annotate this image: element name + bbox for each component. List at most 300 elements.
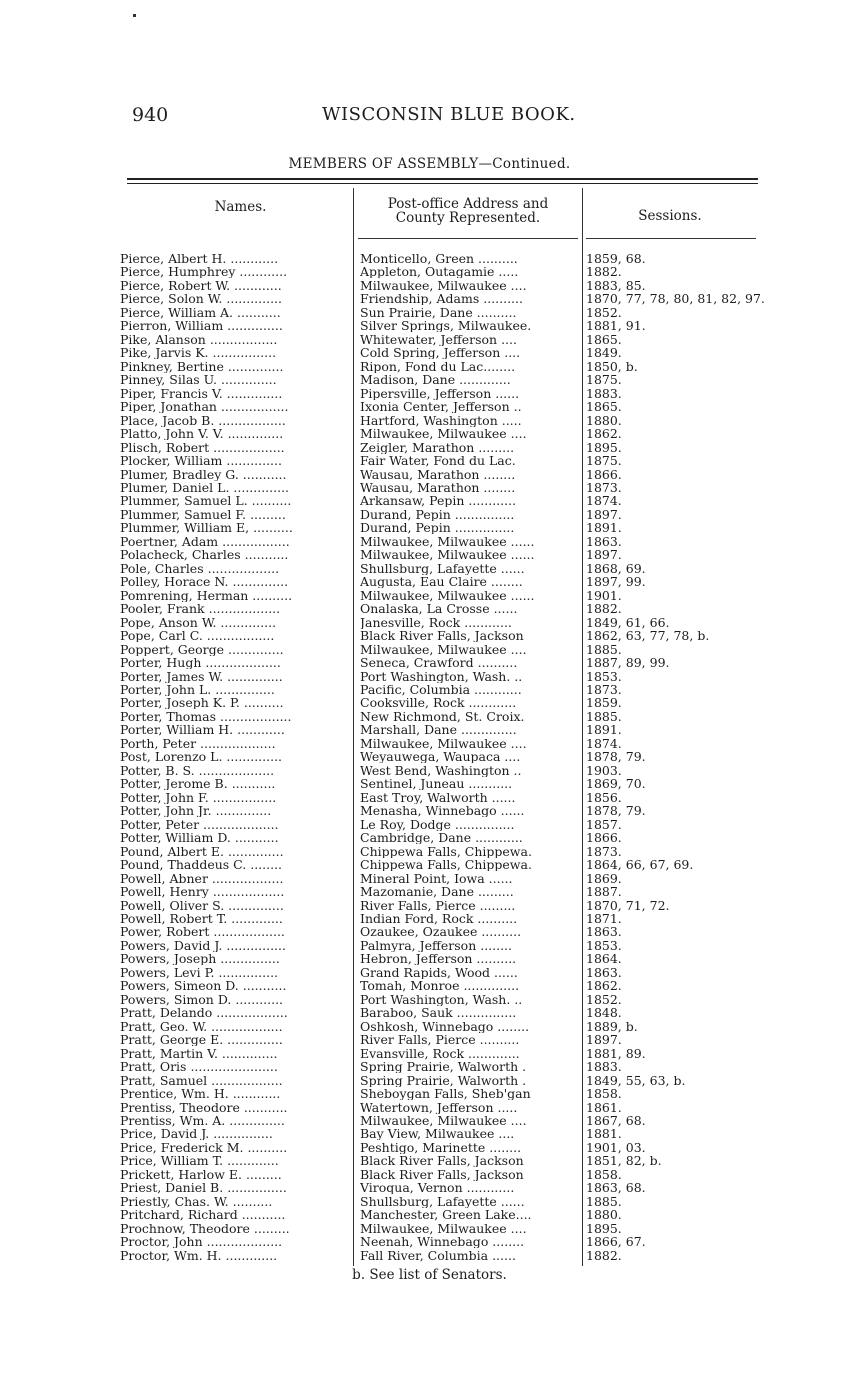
table-row	[0, 899, 859, 912]
table-row	[0, 602, 859, 615]
member-sessions: 1885.	[586, 641, 622, 657]
member-sessions: 1878, 79.	[586, 749, 646, 765]
member-address: Fair Water, Fond du Lac.	[360, 454, 516, 468]
table-row	[0, 414, 859, 427]
member-address: Oshkosh, Winnebago ........	[360, 1019, 530, 1033]
member-address: Milwaukee, Milwaukee ......	[360, 534, 535, 548]
member-sessions: 1869.	[586, 870, 622, 886]
table-row	[0, 427, 859, 440]
member-name: Pierce, Albert H. ............	[120, 252, 279, 265]
footnote: b. See list of Senators.	[352, 1267, 507, 1283]
member-address: Hebron, Jefferson ..........	[360, 952, 517, 966]
member-address: Chippewa Falls, Chippewa.	[360, 844, 532, 858]
member-name: Powers, David J. ...............	[120, 938, 286, 952]
member-sessions: 1881, 89.	[586, 1045, 646, 1061]
member-sessions: 1861.	[586, 1099, 622, 1115]
member-name: Pratt, George E. ..............	[120, 1033, 283, 1047]
member-address: Evansville, Rock .............	[360, 1046, 520, 1060]
member-address: East Troy, Walworth ......	[360, 790, 516, 804]
table-row	[0, 1006, 859, 1019]
table-row	[0, 1114, 859, 1127]
member-name: Porter, Thomas ..................	[120, 709, 292, 723]
member-name: Pope, Carl C. .................	[120, 629, 275, 643]
member-sessions: 1874.	[586, 493, 622, 509]
table-row	[0, 1181, 859, 1194]
member-address: Milwaukee, Milwaukee ....	[360, 642, 527, 656]
table-row	[0, 346, 859, 359]
table-row	[0, 966, 859, 979]
member-name: Prentiss, Wm. A. ..............	[120, 1114, 285, 1127]
member-address: Cooksville, Rock ............	[360, 696, 517, 710]
member-address: Wausau, Marathon ........	[360, 467, 516, 481]
member-name: Porter, William H. ............	[120, 723, 285, 737]
stray-mark	[133, 14, 136, 17]
member-address: River Falls, Pierce ..........	[360, 1033, 520, 1047]
member-address: Black River Falls, Jackson	[360, 1167, 524, 1181]
member-address: Baraboo, Sauk ...............	[360, 1006, 517, 1020]
member-address: Spring Prairie, Walworth .	[360, 1060, 527, 1074]
member-name: Pierce, Robert W. ............	[120, 278, 282, 292]
member-address: Whitewater, Jefferson ....	[360, 332, 517, 346]
member-address: Janesville, Rock ............	[360, 615, 512, 629]
table-row	[0, 360, 859, 373]
table-row	[0, 1208, 859, 1221]
member-sessions: 1851, 82, b.	[586, 1153, 662, 1169]
member-sessions: 1864, 66, 67, 69.	[586, 857, 694, 873]
member-name: Post, Lorenzo L. ..............	[120, 750, 283, 764]
member-address: Shullsburg, Lafayette ......	[360, 561, 525, 575]
member-name: Pole, Charles ..................	[120, 561, 280, 575]
table-row	[0, 696, 859, 709]
member-address: Watertown, Jefferson .....	[360, 1100, 518, 1114]
member-name: Potter, William D. ...........	[120, 831, 279, 845]
member-sessions: 1881, 91.	[586, 318, 646, 334]
member-name: Plisch, Robert ..................	[120, 440, 285, 454]
table-row	[0, 1060, 859, 1073]
member-address: Port Washington, Wash. ..	[360, 669, 523, 683]
member-sessions: 1868, 69.	[586, 560, 646, 576]
member-address: Ozaukee, Ozaukee ..........	[360, 925, 522, 939]
table-row	[0, 535, 859, 548]
member-sessions: 1882.	[586, 1247, 622, 1263]
member-address: New Richmond, St. Croix.	[360, 709, 525, 723]
member-sessions: 1862.	[586, 426, 622, 442]
table-row	[0, 1195, 859, 1208]
member-address: Silver Springs, Milwaukee.	[360, 319, 532, 333]
member-name: Pritchard, Richard ...........	[120, 1208, 286, 1222]
member-address: Augusta, Eau Claire ........	[360, 575, 523, 589]
member-address: Viroqua, Vernon ............	[360, 1181, 515, 1195]
member-address: Indian Ford, Rock ..........	[360, 911, 518, 925]
member-name: Proctor, John ...................	[120, 1235, 283, 1249]
member-sessions: 1866, 67.	[586, 1234, 646, 1250]
table-row	[0, 872, 859, 885]
member-address: Monticello, Green ..........	[360, 252, 518, 265]
table-row	[0, 508, 859, 521]
member-address: Spring Prairie, Walworth .	[360, 1073, 527, 1087]
member-address: Hartford, Washington .....	[360, 413, 522, 427]
table-row	[0, 939, 859, 952]
table-row	[0, 737, 859, 750]
table-row	[0, 845, 859, 858]
page-number: 940	[132, 104, 169, 126]
member-sessions: 1897.	[586, 547, 622, 563]
member-sessions: 1882.	[586, 264, 622, 280]
member-address: Menasha, Winnebago ......	[360, 804, 525, 818]
member-name: Priest, Daniel B. ...............	[120, 1181, 287, 1195]
table-row	[0, 683, 859, 696]
member-address: Neenah, Winnebago ........	[360, 1235, 525, 1249]
table-row	[0, 333, 859, 346]
member-name: Proctor, Wm. H. .............	[120, 1248, 278, 1262]
table-row	[0, 279, 859, 292]
table-row	[0, 831, 859, 844]
member-name: Poertner, Adam .................	[120, 534, 290, 548]
table-row	[0, 993, 859, 1006]
members-table-body	[0, 252, 859, 1262]
member-name: Pike, Alanson .................	[120, 332, 278, 346]
table-row	[0, 723, 859, 736]
member-sessions: 1882.	[586, 601, 622, 617]
member-sessions: 1880.	[586, 412, 622, 428]
member-sessions: 1897.	[586, 1032, 622, 1048]
post-office-header-line-1: Post-office Address and	[387, 196, 549, 212]
member-name: Powers, Levi P. ...............	[120, 965, 279, 979]
member-sessions: 1869, 70.	[586, 776, 646, 792]
member-address: Friendship, Adams ..........	[360, 292, 523, 306]
member-sessions: 1895.	[586, 1220, 622, 1236]
header-underline-sessions	[586, 238, 756, 239]
member-name: Pratt, Samuel ..................	[120, 1073, 283, 1087]
member-address: Fall River, Columbia ......	[360, 1248, 516, 1262]
member-address: Zeigler, Marathon .........	[360, 440, 515, 454]
member-sessions: 1853.	[586, 937, 622, 953]
member-sessions: 1895.	[586, 439, 622, 455]
member-sessions: 1903.	[586, 762, 622, 778]
member-name: Plummer, Samuel F. .........	[120, 507, 286, 521]
table-row	[0, 1101, 859, 1114]
table-row	[0, 387, 859, 400]
member-sessions: 1875.	[586, 453, 622, 469]
member-address: Milwaukee, Milwaukee ......	[360, 548, 535, 562]
member-sessions: 1873.	[586, 843, 622, 859]
table-row	[0, 616, 859, 629]
member-address: Black River Falls, Jackson	[360, 629, 524, 643]
member-sessions: 1853.	[586, 668, 622, 684]
member-name: Polacheck, Charles ...........	[120, 548, 289, 562]
member-name: Pooler, Frank ..................	[120, 602, 281, 616]
member-name: Prentice, Wm. H. ............	[120, 1087, 281, 1101]
member-sessions: 1858.	[586, 1086, 622, 1102]
member-name: Prochnow, Theodore .........	[120, 1221, 290, 1235]
member-sessions: 1874.	[586, 735, 622, 751]
member-address: Mazomanie, Dane .........	[360, 885, 514, 899]
member-sessions: 1848.	[586, 1005, 622, 1021]
table-row	[0, 818, 859, 831]
member-name: Piper, Jonathan .................	[120, 400, 289, 414]
member-name: Plumer, Bradley G. ...........	[120, 467, 287, 481]
member-name: Platto, John V. V. ..............	[120, 427, 284, 441]
member-sessions: 1866.	[586, 466, 622, 482]
table-row	[0, 252, 859, 265]
member-address: Arkansaw, Pepin ............	[360, 494, 517, 508]
member-sessions: 1849, 55, 63, b.	[586, 1072, 686, 1088]
member-name: Price, William T. .............	[120, 1154, 279, 1168]
member-address: Sun Prairie, Dane ..........	[360, 305, 517, 319]
member-name: Plummer, William E, ..........	[120, 521, 293, 535]
member-sessions: 1883, 85.	[586, 277, 646, 293]
table-row	[0, 1020, 859, 1033]
member-sessions: 1862, 63, 77, 78, b.	[586, 628, 710, 644]
table-row	[0, 481, 859, 494]
member-address: River Falls, Pierce .........	[360, 898, 516, 912]
member-address: Cold Spring, Jefferson ....	[360, 346, 521, 360]
member-name: Pope, Anson W. ..............	[120, 615, 277, 629]
table-row	[0, 1141, 859, 1154]
table-row	[0, 562, 859, 575]
member-sessions: 1889, b.	[586, 1018, 638, 1034]
member-name: Pomrening, Herman ..........	[120, 588, 293, 602]
member-name: Price, David J. ...............	[120, 1127, 273, 1141]
sessions-column-header: Sessions.	[638, 208, 702, 224]
table-row	[0, 670, 859, 683]
member-name: Potter, Peter ...................	[120, 817, 279, 831]
member-sessions: 1897.	[586, 506, 622, 522]
table-row	[0, 1168, 859, 1181]
member-name: Powell, Robert T. .............	[120, 911, 283, 925]
member-address: Milwaukee, Milwaukee ....	[360, 736, 527, 750]
table-row	[0, 494, 859, 507]
member-address: Milwaukee, Milwaukee ....	[360, 1221, 527, 1235]
member-sessions: 1883.	[586, 385, 622, 401]
member-name: Pierce, Humphrey ............	[120, 265, 288, 279]
member-sessions: 1885.	[586, 1193, 622, 1209]
member-sessions: 1857.	[586, 816, 622, 832]
member-address: Seneca, Crawford ..........	[360, 656, 518, 670]
table-row	[0, 1087, 859, 1100]
table-row	[0, 1235, 859, 1248]
member-sessions: 1863, 68.	[586, 1180, 646, 1196]
member-name: Price, Frederick M. ..........	[120, 1140, 288, 1154]
member-address: Shullsburg, Lafayette ......	[360, 1194, 525, 1208]
member-name: Pound, Thaddeus C. ........	[120, 858, 283, 872]
section-title: MEMBERS OF ASSEMBLY—Continued.	[288, 156, 571, 172]
member-name: Pike, Jarvis K. ................	[120, 346, 277, 360]
member-address: Milwaukee, Milwaukee ....	[360, 427, 527, 441]
member-sessions: 1885.	[586, 708, 622, 724]
member-sessions: 1867, 68.	[586, 1113, 646, 1128]
member-name: Plocker, William ..............	[120, 454, 282, 468]
member-address: Marshall, Dane ..............	[360, 723, 517, 737]
table-row	[0, 885, 859, 898]
member-name: Pratt, Delando ..................	[120, 1006, 288, 1020]
double-rule-top	[127, 178, 758, 180]
table-row	[0, 912, 859, 925]
table-row	[0, 589, 859, 602]
member-address: Chippewa Falls, Chippewa.	[360, 858, 532, 872]
table-row	[0, 750, 859, 763]
table-row	[0, 791, 859, 804]
member-address: Peshtigo, Marinette ........	[360, 1140, 522, 1154]
table-row	[0, 777, 859, 790]
member-sessions: 1891.	[586, 722, 622, 738]
member-name: Place, Jacob B. .................	[120, 413, 286, 427]
member-sessions: 1858.	[586, 1166, 622, 1182]
member-sessions: 1859.	[586, 695, 622, 711]
member-address: Milwaukee, Milwaukee ....	[360, 278, 527, 292]
member-name: Potter, Jerome B. ...........	[120, 777, 276, 791]
table-row	[0, 979, 859, 992]
member-name: Pratt, Oris ......................	[120, 1060, 278, 1074]
member-sessions: 1875.	[586, 372, 622, 388]
member-name: Pound, Albert E. ..............	[120, 844, 284, 858]
member-name: Pinney, Silas U. ..............	[120, 373, 277, 387]
table-row	[0, 858, 859, 871]
member-sessions: 1901, 03.	[586, 1139, 646, 1155]
member-address: Durand, Pepin ...............	[360, 521, 515, 535]
member-name: Piper, Francis V. ..............	[120, 386, 283, 400]
table-row	[0, 1249, 859, 1262]
member-name: Porter, Hugh ...................	[120, 656, 281, 670]
member-sessions: 1849, 61, 66.	[586, 614, 670, 630]
member-sessions: 1881.	[586, 1126, 622, 1142]
table-row	[0, 441, 859, 454]
header-underline-address	[358, 238, 578, 239]
member-sessions: 1901.	[586, 587, 622, 603]
member-name: Priestly, Chas. W. ..........	[120, 1194, 273, 1208]
member-name: Potter, B. S. ...................	[120, 763, 275, 777]
member-sessions: 1864.	[586, 951, 622, 967]
member-name: Pierce, William A. ...........	[120, 305, 281, 319]
table-row	[0, 319, 859, 332]
table-row	[0, 454, 859, 467]
member-name: Pratt, Geo. W. ..................	[120, 1019, 283, 1033]
table-row	[0, 643, 859, 656]
table-row	[0, 521, 859, 534]
member-name: Powell, Oliver S. ..............	[120, 898, 284, 912]
member-name: Potter, John Jr. ..............	[120, 804, 272, 818]
table-row	[0, 710, 859, 723]
member-address: Madison, Dane .............	[360, 373, 511, 387]
table-row	[0, 575, 859, 588]
member-address: Manchester, Green Lake....	[360, 1208, 532, 1222]
member-address: Ixonia Center, Jefferson ..	[360, 400, 522, 414]
member-sessions: 1870, 77, 78, 80, 81, 82, 97.	[586, 291, 765, 307]
member-name: Plummer, Samuel L. ..........	[120, 494, 292, 508]
member-address: West Bend, Washington ..	[360, 763, 522, 777]
member-address: Mineral Point, Iowa ......	[360, 871, 513, 885]
table-row	[0, 292, 859, 305]
member-sessions: 1887.	[586, 884, 622, 900]
table-row	[0, 1047, 859, 1060]
member-address: Onalaska, La Crosse ......	[360, 602, 518, 616]
table-row	[0, 1033, 859, 1046]
table-row	[0, 1222, 859, 1235]
member-name: Pierron, William ..............	[120, 319, 283, 333]
member-name: Porter, James W. ..............	[120, 669, 283, 683]
table-row	[0, 656, 859, 669]
member-sessions: 1880.	[586, 1207, 622, 1223]
table-row	[0, 306, 859, 319]
member-name: Powers, Joseph ...............	[120, 952, 280, 966]
table-row	[0, 1127, 859, 1140]
member-name: Prentiss, Theodore ...........	[120, 1100, 288, 1114]
member-sessions: 1873.	[586, 682, 622, 697]
member-name: Pierce, Solon W. ..............	[120, 292, 282, 306]
member-address: Weyauwega, Waupaca ....	[360, 750, 521, 764]
member-name: Powers, Simeon D. ...........	[120, 979, 287, 993]
member-sessions: 1849.	[586, 345, 622, 361]
member-sessions: 1863.	[586, 533, 622, 549]
member-name: Pratt, Martin V. ..............	[120, 1046, 278, 1060]
member-sessions: 1865.	[586, 331, 622, 347]
member-name: Pinkney, Bertine ..............	[120, 359, 284, 373]
member-sessions: 1871.	[586, 910, 622, 926]
member-sessions: 1863.	[586, 964, 622, 980]
table-row	[0, 1074, 859, 1087]
member-name: Porter, Joseph K. P. ..........	[120, 696, 284, 710]
table-row	[0, 952, 859, 965]
member-name: Plumer, Daniel L. ..............	[120, 480, 290, 494]
member-address: Port Washington, Wash. ..	[360, 992, 523, 1006]
member-address: Wausau, Marathon ........	[360, 480, 516, 494]
member-sessions: 1865.	[586, 399, 622, 415]
double-rule-bottom	[127, 183, 758, 184]
member-address: Grand Rapids, Wood ......	[360, 965, 518, 979]
member-address: Tomah, Monroe ..............	[360, 979, 520, 993]
member-sessions: 1866.	[586, 830, 622, 846]
member-name: Potter, John F. ................	[120, 790, 277, 804]
table-row	[0, 548, 859, 561]
table-row	[0, 764, 859, 777]
member-address: Ripon, Fond du Lac........	[360, 359, 516, 373]
member-name: Poppert, George ..............	[120, 642, 284, 656]
member-name: Powell, Abner ..................	[120, 871, 284, 885]
names-column-header: Names.	[214, 199, 267, 215]
member-name: Polley, Horace N. ..............	[120, 575, 289, 589]
member-address: Sentinel, Juneau ...........	[360, 777, 513, 791]
member-address: Appleton, Outagamie .....	[360, 265, 519, 279]
member-sessions: 1856.	[586, 789, 622, 805]
member-name: Prickett, Harlow E. .........	[120, 1167, 282, 1181]
post-office-column-header	[356, 197, 580, 225]
member-name: Porter, John L. ...............	[120, 683, 275, 696]
table-row	[0, 1154, 859, 1167]
table-row	[0, 265, 859, 278]
table-row	[0, 373, 859, 386]
member-address: Le Roy, Dodge ...............	[360, 817, 515, 831]
member-sessions: 1887, 89, 99.	[586, 655, 670, 671]
table-row	[0, 804, 859, 817]
member-sessions: 1873.	[586, 479, 622, 495]
member-sessions: 1891.	[586, 520, 622, 536]
table-row	[0, 925, 859, 938]
post-office-header-line-2: County Represented.	[395, 210, 541, 226]
member-address: Bay View, Milwaukee ....	[360, 1127, 515, 1141]
member-name: Powell, Henry ..................	[120, 885, 285, 899]
member-address: Cambridge, Dane ............	[360, 831, 523, 845]
member-address: Palmyra, Jefferson ........	[360, 938, 513, 952]
member-name: Power, Robert ..................	[120, 925, 285, 939]
member-address: Durand, Pepin ...............	[360, 507, 515, 521]
member-address: Milwaukee, Milwaukee ......	[360, 588, 535, 602]
table-row	[0, 468, 859, 481]
member-name: Powers, Simon D. ............	[120, 992, 284, 1006]
member-sessions: 1863.	[586, 924, 622, 940]
member-sessions: 1859, 68.	[586, 251, 646, 266]
member-sessions: 1850, b.	[586, 358, 638, 374]
member-name: Porth, Peter ...................	[120, 736, 276, 750]
